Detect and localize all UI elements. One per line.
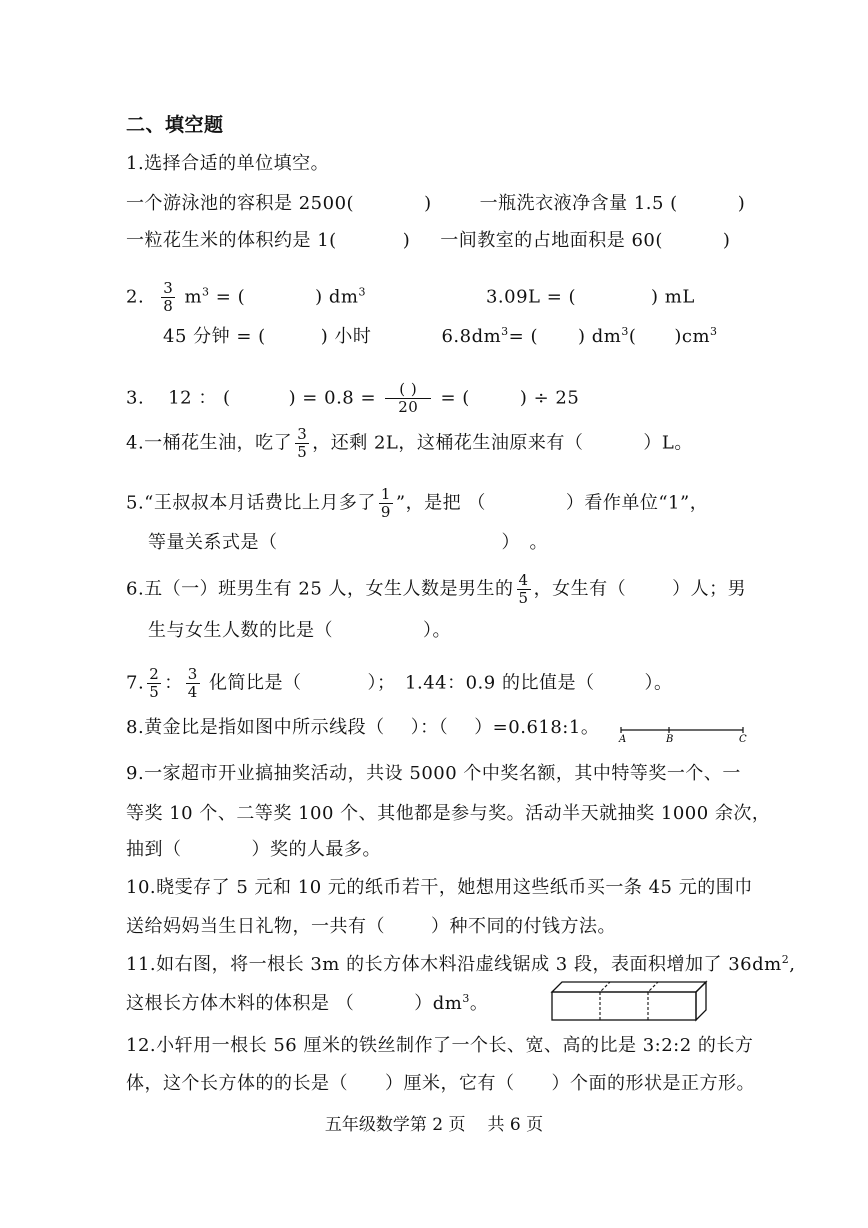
q5-fraction: $\frac{1}{9}$ — [380, 485, 391, 521]
section-title: 二、填空题 — [126, 114, 224, 136]
q11-line-2: 这根长方体木料的体积是 （ ）$dm^3$。 — [126, 992, 489, 1014]
q1-a-right-close: ) — [737, 193, 746, 214]
q2-row-b: 45 分钟 = ( ) 小时 $6.8dm^3=$ ( ) $dm^3$( )$cm^3$ — [163, 325, 718, 347]
q1-b-right-close: ) — [722, 230, 731, 251]
cut-line-2 — [648, 982, 658, 1020]
cuboid-side-face — [696, 982, 706, 1020]
q1-b-left: 一粒花生米的体积约是 1( — [126, 230, 337, 251]
q12-line-2: 体，这个长方体的的长是（ ）厘米，它有（ ）个面的形状是正方形。 — [126, 1073, 755, 1094]
q6-row-a: 6.五（一）班男生有 25 人，女生人数是男生的 $\frac{4}{5}$ ，女生有（ ）人；男 — [126, 571, 747, 607]
segment-diagram — [617, 722, 747, 744]
label-b: B — [666, 734, 674, 745]
q7-row: 7. $\frac{2}{5}$ ： $\frac{3}{4}$ 化简比是（ ）； 1.44：0.9 的比值是（ ）。 — [126, 665, 673, 701]
q10-line-1: 10.晓雯存了 5 元和 10 元的纸币若干，她想用这些纸币买一条 45 元的围巾 — [126, 877, 753, 898]
q2-fraction: $\frac{3}{8}$ — [163, 279, 174, 315]
q2-row-a: 2. $\frac{3}{8}$ $m^3$ = ( ) $dm^3$ 3.09L = ( ) mL — [126, 279, 695, 315]
cuboid-front-face — [552, 992, 696, 1020]
q4-row: 4.一桶花生油，吃了 $\frac{3}{5}$ ，还剩 2L，这桶花生油原来有（ ）L。 — [126, 425, 693, 461]
q8-row: 8.黄金比是指如图中所示线段（ ）：（ ）=0.618:1。 — [126, 717, 600, 738]
q6-fraction: $\frac{4}{5}$ — [518, 571, 529, 607]
q12-line-1: 12.小轩用一根长 56 厘米的铁丝制作了一个长、宽、高的比是 3:2:2 的长方 — [126, 1035, 754, 1056]
q2-b: 3.09L = ( — [485, 286, 577, 308]
q7-fraction-2: $\frac{3}{4}$ — [187, 665, 198, 701]
q2-c: 45 分钟 = ( — [163, 326, 266, 347]
q3-number: 3. — [126, 387, 145, 409]
q1-a-left-close: ) — [424, 193, 432, 214]
q11-line-1: 11.如右图，将一根长 3m 的长方体木料沿虚线锯成 3 段，表面积增加了 $36dm^2$, — [126, 953, 796, 975]
label-c: C — [739, 734, 747, 745]
q9-line-1: 9.一家超市开业搞抽奖活动，共设 5000 个中奖名额，其中特等奖一个、一 — [126, 763, 741, 784]
q3-row: 3. 12 ： ( ) = 0.8 = $\frac{( )}{20}$ = ( ) ÷ 25 — [126, 380, 580, 416]
page-footer — [0, 1110, 868, 1135]
footer-total: 共 6 页 — [487, 1115, 544, 1135]
q2-d: 6.8dm — [441, 326, 502, 347]
label-a: A — [619, 734, 627, 745]
q5-row-a: 5.“王叔叔本月话费比上月多了 $\frac{1}{9}$ ”，是把 （ ）看作单位“1”， — [126, 485, 709, 521]
q1-a-left: 一个游泳池的容积是 2500( — [126, 193, 355, 214]
q5-row-b: 等量关系式是（ ） 。 — [148, 532, 548, 553]
q1-b-right: 一间教室的占地面积是 60( — [440, 230, 663, 251]
q10-line-2: 送给妈妈当生日礼物，一共有（ ）种不同的付钱方法。 — [126, 916, 616, 937]
q1-row-a — [126, 192, 745, 216]
footer-page: 五年级数学第 2 页 — [324, 1115, 466, 1135]
q1-row-b — [126, 229, 730, 253]
q9-line-2: 等奖 10 个、二等奖 100 个、其他都是参与奖。活动半天就抽奖 1000 余次， — [126, 803, 771, 824]
q4-fraction: $\frac{3}{5}$ — [297, 425, 308, 461]
q1-title: 1.选择合适的单位填空。 — [126, 153, 330, 174]
q6-row-b: 生与女生人数的比是（ ）。 — [148, 620, 451, 641]
q1-b-left-close: ) — [402, 230, 411, 251]
cuboid-top-face — [552, 982, 706, 992]
cuboid-diagram — [550, 978, 710, 1024]
q1-a-right: 一瓶洗衣液净含量 1.5 ( — [479, 193, 678, 214]
q7-fraction-1: $\frac{2}{5}$ — [149, 665, 160, 701]
q2-number: 2. — [126, 286, 145, 308]
cut-line-1 — [600, 982, 610, 1020]
q3-fraction: $\frac{( )}{20}$ — [385, 381, 431, 416]
q9-line-3: 抽到（ ）奖的人最多。 — [126, 839, 381, 860]
